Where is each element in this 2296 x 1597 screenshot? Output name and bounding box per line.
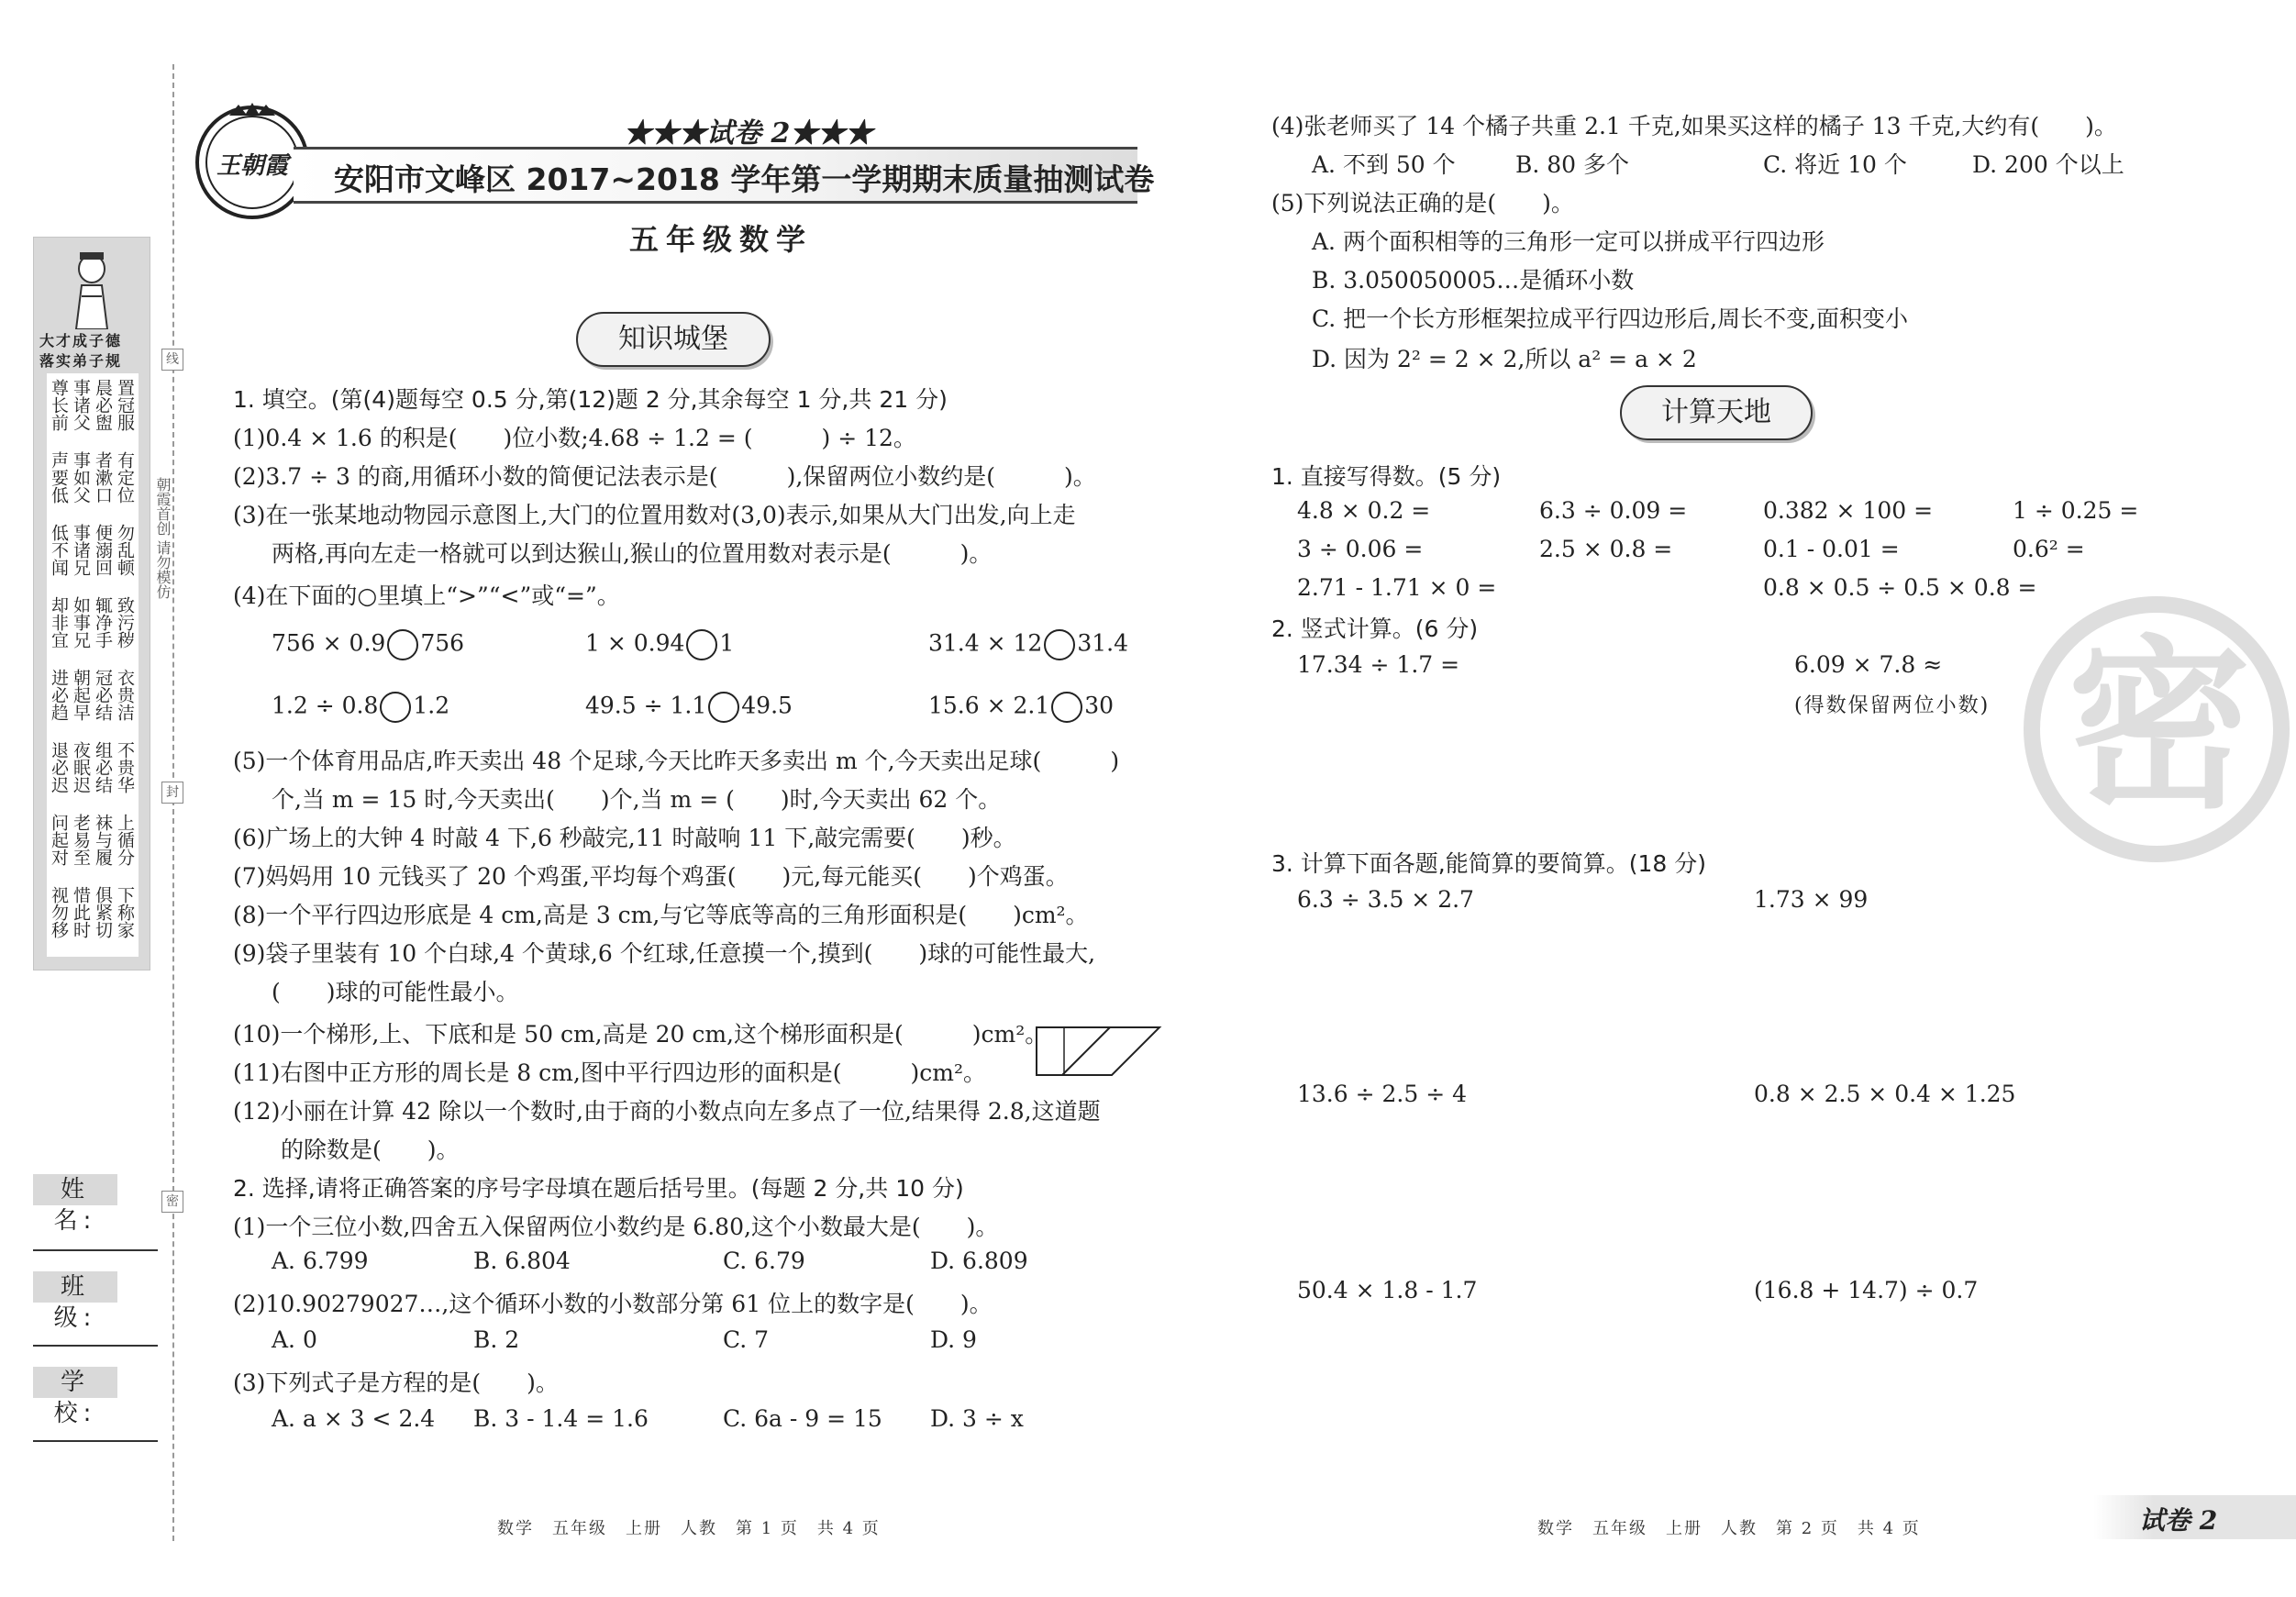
c1-r2-c3: 0.1 - 0.01 =	[1763, 536, 1900, 562]
c1-r2-c1: 3 ÷ 0.06 =	[1297, 536, 1424, 562]
q1-item-5: (5)一个体育用品店,昨天卖出 48 个足球,今天比昨天多卖出 m 个,今天卖出足球( )	[233, 748, 1120, 774]
q1-item-10: (10)一个梯形,上、下底和是 50 cm,高是 20 cm,这个梯形面积是( )cm²。	[233, 1021, 1048, 1048]
section-compute-badge: 计算天地	[1620, 385, 1813, 440]
motto-column: 低不闻	[49, 524, 69, 576]
compare-6: 15.6 × 2.1 30	[928, 692, 1114, 723]
seal-secret: 密	[161, 1191, 183, 1213]
c1-r3-c3: 0.8 × 0.5 ÷ 0.5 × 0.8 =	[1763, 574, 2037, 601]
seal-line: 线	[161, 349, 183, 371]
q1-item-3: (3)在一张某地动物园示意图上,大门的位置用数对(3,0)表示,如果从大门出发,向上走	[233, 502, 1076, 528]
q2-item-4: (4)张老师买了 14 个橘子共重 2.1 千克,如果买这样的橘子 13 千克,大约有( )。	[1271, 113, 2117, 139]
q1-item-9: (9)袋子里装有 10 个白球,4 个黄球,6 个红球,任意摸一个,摸到( )球的可能性最大,	[233, 940, 1096, 967]
series-title: ★★★试卷 2★★★	[624, 117, 873, 150]
q1-item-7: (7)妈妈用 10 元钱买了 20 个鸡蛋,平均每个鸡蛋( )元,每元能买( )个鸡蛋。	[233, 863, 1069, 890]
vertical-note: 朝霞首创 请勿模仿	[154, 477, 172, 600]
compare-circle[interactable]	[708, 692, 739, 723]
q2-2-option-a[interactable]: A. 0	[272, 1326, 317, 1353]
compare-3: 31.4 × 12 31.4	[928, 629, 1128, 660]
motto-column: 退必迟	[49, 741, 69, 793]
compare-2: 1 × 0.94 1	[585, 629, 734, 660]
c3-item-6: (16.8 + 14.7) ÷ 0.7	[1754, 1277, 1979, 1303]
q2-item-2: (2)10.90279027…,这个循环小数的小数部分第 61 位上的数字是( )。	[233, 1291, 993, 1317]
q2-2-option-d[interactable]: D. 9	[930, 1326, 977, 1353]
motto-column: 视勿移	[49, 886, 69, 938]
q1-item-12-cont: 的除数是( )。	[281, 1137, 460, 1163]
c2-item-b: 6.09 × 7.8 ≈	[1794, 651, 1943, 678]
c3-item-3: 13.6 ÷ 2.5 ÷ 4	[1297, 1081, 1468, 1107]
q1-item-6: (6)广场上的大钟 4 时敲 4 下,6 秒敲完,11 时敲响 11 下,敲完需要( )秒。	[233, 825, 1016, 851]
secret-stamp-char: 密	[2068, 620, 2252, 834]
footer-badge	[2093, 1495, 2296, 1539]
motto-column: 晨必盥	[93, 379, 113, 431]
scholar-figure	[69, 249, 115, 329]
square-parallelogram-figure	[1035, 1024, 1165, 1077]
c2-item-a: 17.34 ÷ 1.7 =	[1297, 651, 1460, 678]
motto-column: 衣贵洁	[115, 669, 135, 721]
motto-column: 声要低	[49, 451, 69, 504]
secret-stamp	[2024, 596, 2290, 862]
q2-4-option-a[interactable]: A. 不到 50 个	[1312, 151, 1456, 178]
name-label: 姓 名:	[33, 1174, 117, 1205]
motto-column: 尊长前	[49, 379, 69, 431]
q2-3-option-d[interactable]: D. 3 ÷ x	[930, 1405, 1024, 1432]
q1-item-4: (4)在下面的○里填上“>”“<”或“=”。	[233, 582, 620, 609]
q2-1-option-c[interactable]: C. 6.79	[723, 1248, 805, 1274]
motto-column: 进必趋	[49, 669, 69, 721]
c1-r3-c1: 2.71 - 1.71 × 0 =	[1297, 574, 1497, 601]
q2-5-option-b[interactable]: B. 3.050050005…是循环小数	[1312, 267, 1635, 294]
q2-4-option-c[interactable]: C. 将近 10 个	[1763, 151, 1907, 178]
q1-item-1: (1)0.4 × 1.6 的积是( )位小数;4.68 ÷ 1.2 = ( ) ÷ 12。	[233, 425, 916, 451]
c3-item-2: 1.73 × 99	[1754, 886, 1869, 913]
motto-column: 置冠服	[115, 379, 135, 431]
q2-4-option-d[interactable]: D. 200 个以上	[1972, 151, 2124, 178]
motto-column: 组必结	[93, 741, 113, 793]
q2-2-option-b[interactable]: B. 2	[473, 1326, 520, 1353]
footer-badge-text: 试卷 2	[2139, 1505, 2218, 1536]
motto-column: 事如父	[71, 451, 91, 504]
motto-column: 袜与履	[93, 814, 113, 866]
q2-item-1: (1)一个三位小数,四舍五入保留两位小数约是 6.80,这个小数最大是( )。	[233, 1214, 999, 1240]
motto-column: 不贵华	[115, 741, 135, 793]
q2-item-5: (5)下列说法正确的是( )。	[1271, 190, 1574, 216]
seal-seal: 封	[161, 782, 183, 804]
footer-page-1: 数学 五年级 上册 人教 第 1 页 共 4 页	[497, 1519, 881, 1538]
motto-column: 下称家	[115, 886, 135, 938]
c1-r2-c4: 0.6² =	[2013, 536, 2085, 562]
q2-4-option-b[interactable]: B. 80 多个	[1515, 151, 1630, 178]
motto-line-2: 落实弟子规	[39, 352, 123, 370]
q2-1-option-a[interactable]: A. 6.799	[272, 1248, 369, 1274]
c2-heading: 2. 竖式计算。(6 分)	[1271, 616, 1479, 642]
compare-circle[interactable]	[380, 692, 411, 723]
motto-grid	[47, 373, 139, 957]
compare-circle[interactable]	[686, 629, 717, 660]
q1-item-3-cont: 两格,再向左走一格就可以到达猴山,猴山的位置用数对表示是( )。	[272, 540, 993, 567]
c3-item-5: 50.4 × 1.8 - 1.7	[1297, 1277, 1478, 1303]
q2-1-option-b[interactable]: B. 6.804	[473, 1248, 571, 1274]
motto-column: 有定位	[115, 451, 135, 504]
motto-column: 却非宜	[49, 596, 69, 649]
compare-1: 756 × 0.9 756	[272, 629, 464, 660]
compare-5: 49.5 ÷ 1.1 49.5	[585, 692, 793, 723]
q1-item-11: (11)右图中正方形的周长是 8 cm,图中平行四边形的面积是( )cm²。	[233, 1059, 987, 1086]
motto-column: 夜眠迟	[71, 741, 91, 793]
exam-title: 安阳市文峰区 2017~2018 学年第一学期期末质量抽测试卷	[334, 161, 1155, 197]
q2-item-3: (3)下列式子是方程的是( )。	[233, 1370, 559, 1396]
motto-line-1: 大才成子德	[39, 332, 123, 349]
compare-circle[interactable]	[1051, 692, 1082, 723]
q2-5-option-c[interactable]: C. 把一个长方形框架拉成平行四边形后,周长不变,面积变小	[1312, 305, 1909, 332]
footer-page-2: 数学 五年级 上册 人教 第 2 页 共 4 页	[1537, 1519, 1921, 1538]
motto-column: 辄净手	[93, 596, 113, 649]
motto-column: 上循分	[115, 814, 135, 866]
q2-1-option-d[interactable]: D. 6.809	[930, 1248, 1028, 1274]
class-line[interactable]	[33, 1345, 158, 1347]
compare-4: 1.2 ÷ 0.8 1.2	[272, 692, 449, 723]
motto-column: 事诸父	[71, 379, 91, 431]
section-knowledge-badge: 知识城堡	[576, 312, 771, 367]
c1-r1-c3: 0.382 × 100 =	[1763, 497, 1934, 524]
exam-subtitle: 五年级数学	[629, 222, 814, 257]
c3-heading: 3. 计算下面各题,能简算的要简算。(18 分)	[1271, 850, 1707, 877]
motto-column: 惜此时	[71, 886, 91, 938]
binding-strip	[33, 237, 150, 970]
motto-column: 老易至	[71, 814, 91, 866]
compare-circle[interactable]	[1044, 629, 1075, 660]
q2-3-option-a[interactable]: A. a × 3 < 2.4	[272, 1405, 436, 1432]
q1-item-12: (12)小丽在计算 42 除以一个数时,由于商的小数点向左多点了一位,结果得 2.8,这道题	[233, 1098, 1101, 1125]
motto-column: 如事兄	[71, 596, 91, 649]
school-line[interactable]	[33, 1440, 158, 1442]
q2-5-option-a[interactable]: A. 两个面积相等的三角形一定可以拼成平行四边形	[1312, 228, 1825, 255]
q2-3-option-c[interactable]: C. 6a - 9 = 15	[723, 1405, 882, 1432]
q2-5-option-d[interactable]: D. 因为 2² = 2 × 2,所以 a² = a × 2	[1312, 346, 1697, 372]
motto-column: 冠必结	[93, 669, 113, 721]
c2-rounding-note: (得数保留两位小数)	[1794, 694, 1991, 717]
q1-heading: 1. 填空。(第(4)题每空 0.5 分,第(12)题 2 分,其余每空 1 分,共 21 分)	[233, 386, 948, 413]
c1-r1-c2: 6.3 ÷ 0.09 =	[1539, 497, 1688, 524]
motto-column: 事诸兄	[71, 524, 91, 576]
compare-circle[interactable]	[387, 629, 418, 660]
motto-column: 勿乱顿	[115, 524, 135, 576]
q2-2-option-c[interactable]: C. 7	[723, 1326, 770, 1353]
motto-column: 致污秽	[115, 596, 135, 649]
school-label: 学 校:	[33, 1367, 117, 1398]
motto-column: 者漱口	[93, 451, 113, 504]
motto-column: 朝起早	[71, 669, 91, 721]
q2-3-option-b[interactable]: B. 3 - 1.4 = 1.6	[473, 1405, 649, 1432]
c1-r1-c4: 1 ÷ 0.25 =	[2013, 497, 2139, 524]
c1-r2-c2: 2.5 × 0.8 =	[1539, 536, 1673, 562]
motto-column: 问起对	[49, 814, 69, 866]
q1-item-8: (8)一个平行四边形底是 4 cm,高是 3 cm,与它等底等高的三角形面积是( )cm²。	[233, 902, 1089, 928]
class-label: 班 级:	[33, 1271, 117, 1303]
q1-item-5-cont: 个,当 m = 15 时,今天卖出( )个,当 m = ( )时,今天卖出 62 个。	[272, 786, 1002, 813]
q1-item-2: (2)3.7 ÷ 3 的商,用循环小数的简便记法表示是( ),保留两位小数约是( )。	[233, 463, 1096, 490]
q2-heading: 2. 选择,请将正确答案的序号字母填在题后括号里。(每题 2 分,共 10 分)	[233, 1175, 964, 1202]
name-line[interactable]	[33, 1249, 158, 1251]
brand-logo-text: 王朝霞	[216, 152, 289, 180]
q1-item-9-cont: ( )球的可能性最小。	[272, 979, 519, 1005]
motto-column: 俱紧切	[93, 886, 113, 938]
c1-r1-c1: 4.8 × 0.2 =	[1297, 497, 1431, 524]
c3-item-1: 6.3 ÷ 3.5 × 2.7	[1297, 886, 1474, 913]
c3-item-4: 0.8 × 2.5 × 0.4 × 1.25	[1754, 1081, 2016, 1107]
motto-column: 便溺回	[93, 524, 113, 576]
c1-heading: 1. 直接写得数。(5 分)	[1271, 463, 1502, 490]
